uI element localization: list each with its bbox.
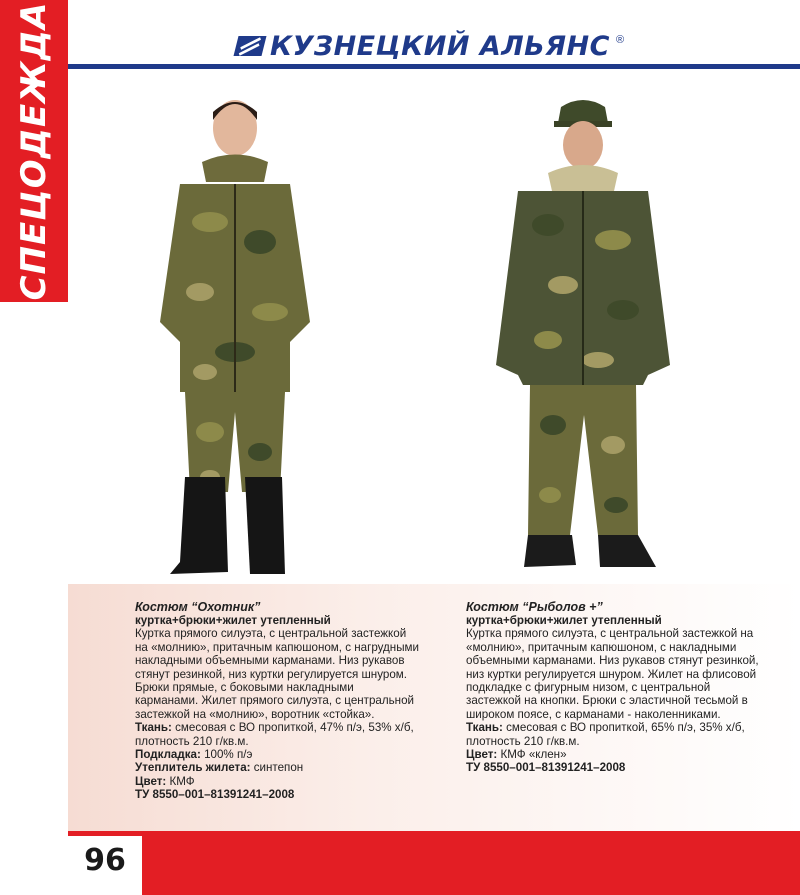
spec-tu: ТУ 8550–001–81391241–2008 [466,761,626,775]
brand-name: КУЗНЕЦКИЙ АЛЬЯНС [270,30,610,62]
side-band [0,0,68,302]
spec-color: Цвет: КМФ [135,774,195,788]
spec-fabric: Ткань: смесовая с ВО пропиткой, 47% п/э, 53% х/б, плотность 210 г/кв.м. [135,721,414,748]
product-title: Костюм “Рыболов +” [466,600,603,614]
spec-color: Цвет: КМФ «клен» [466,748,567,762]
footer-band [142,836,800,895]
spec-tu: ТУ 8550–001–81391241–2008 [135,788,295,802]
spec-lining: Подкладка: 100% п/э [135,748,253,762]
page-number: 96 [84,842,126,878]
product-description-hunter [135,600,420,802]
product-text: Куртка прямого силуэта, с центральной застежкой на «молнию», притачным капюшоном, с нагрудными накладными объемными карманами. Низ рукавов стянут резинкой, низ куртки регулируется шнуром. Брюки прямые, с боковыми накладными карманами. Жилет прямого силуэта, с центральной застежкой на «молнию», воротник «стойка». [135,627,419,721]
registered-mark: ® [615,34,625,46]
product-text: Куртка прямого силуэта, с центральной застежкой на «молнию», притачным капюшоном, с накладными объемными карманами. Низ рукавов стянут резинкой, низ куртки регулируется шнуром. Жилет на флисовой подкладке с фигурным низом, с центральной застежкой на кнопки. Брюки с эластичной тесьмой в широком поясе, с карманами - наколенниками. [466,627,759,721]
section-label: СПЕЦОДЕЖДА [14,1,54,301]
product-description-fisherman [466,600,766,775]
spec-insulation: Утеплитель жилета: синтепон [135,761,304,775]
brand-header [236,30,624,62]
product-title: Костюм “Охотник” [135,600,261,614]
product-image-fisherman-suit [488,95,678,575]
spec-fabric: Ткань: смесовая с ВО пропиткой, 65% п/э, 35% х/б, плотность 210 г/кв.м. [466,721,745,748]
product-image-hunter-suit [140,92,330,582]
product-subtitle: куртка+брюки+жилет утепленный [135,614,331,627]
brand-logo-icon [234,36,267,56]
product-subtitle: куртка+брюки+жилет утепленный [466,614,662,627]
header-rule [68,64,800,69]
